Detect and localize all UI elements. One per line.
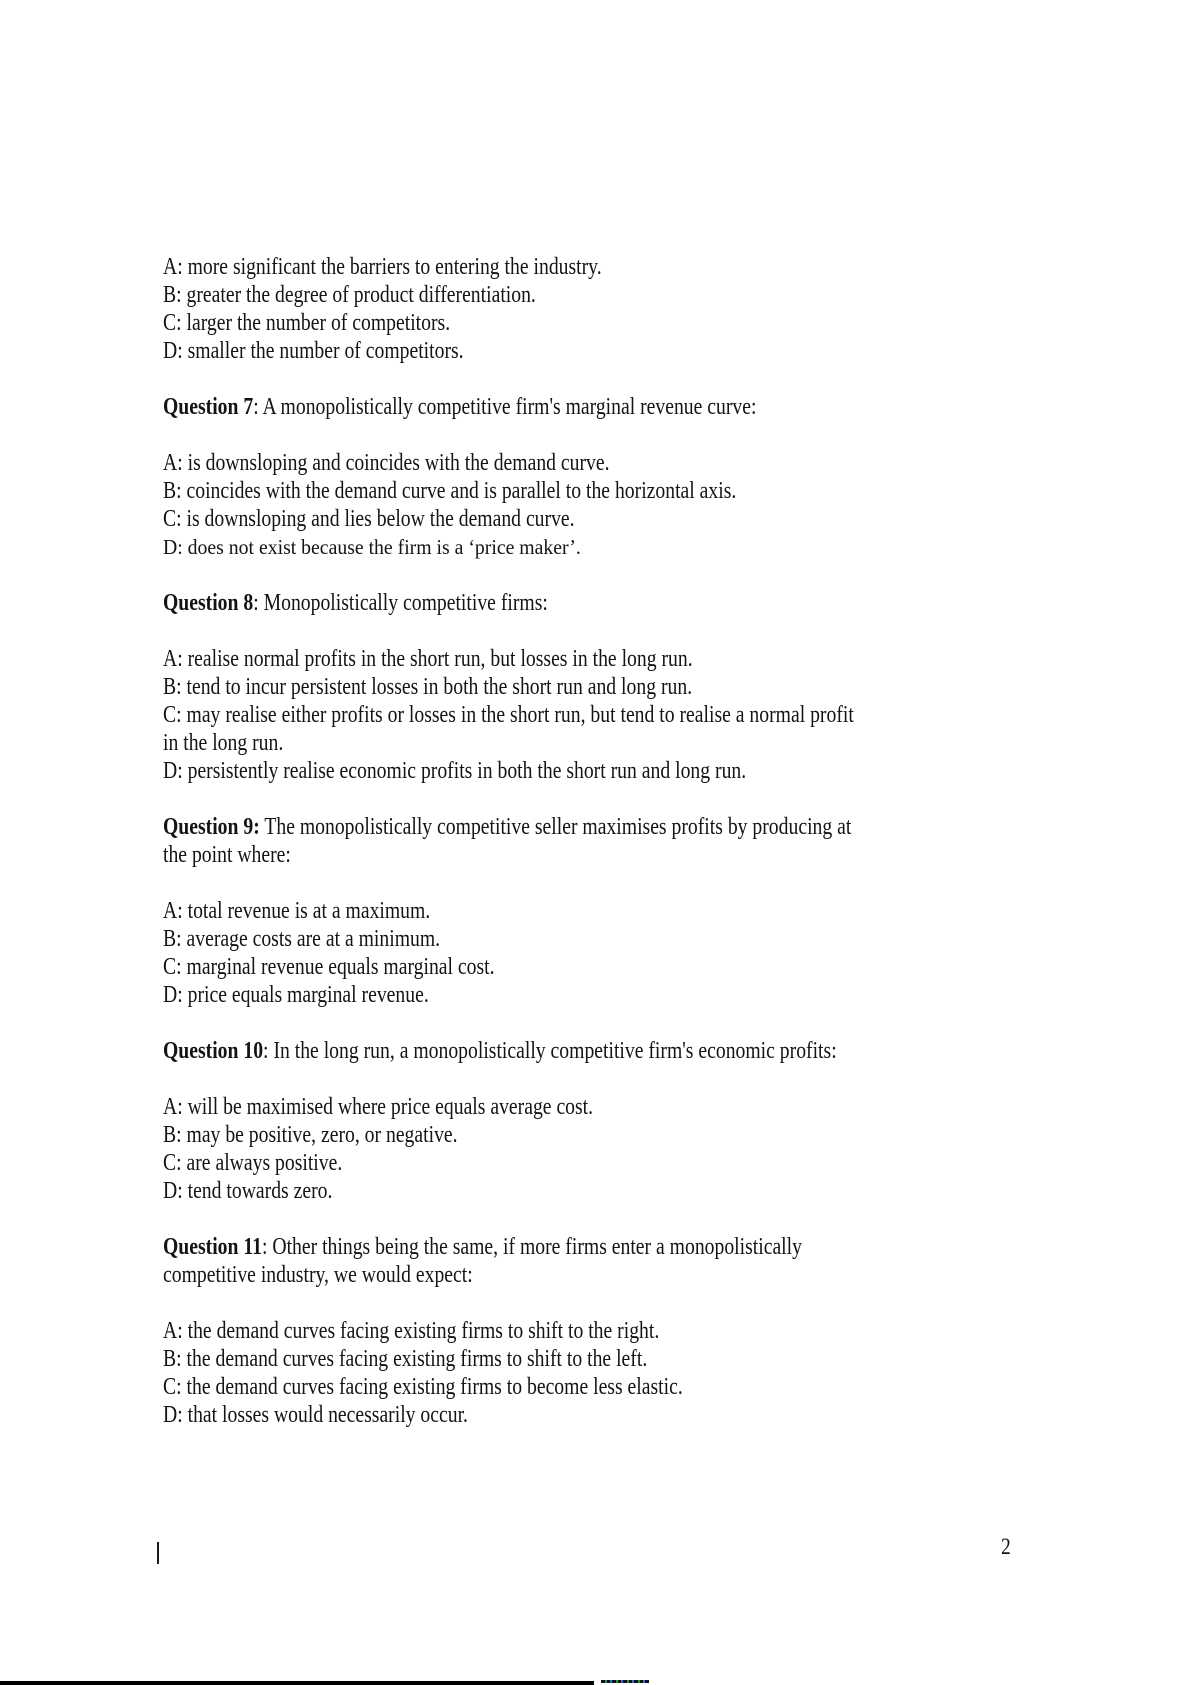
option-line: A: total revenue is at a maximum. <box>163 898 431 924</box>
question-11-heading <box>163 1233 1005 1289</box>
page-number: 2 <box>1001 1534 1011 1559</box>
page-bottom-rule-dashes <box>601 1680 649 1683</box>
question-7-heading <box>163 393 1005 421</box>
question-10-heading <box>163 1037 1005 1065</box>
question-8-heading <box>163 589 1005 617</box>
question-number: Question 8 <box>163 590 254 616</box>
option-line: A: will be maximised where price equals average cost. <box>163 1094 594 1120</box>
question-title <box>163 393 854 421</box>
option-line: C: larger the number of competitors. <box>163 310 451 336</box>
question-text: : A monopolistically competitive firm's marginal revenue curve: <box>253 394 757 420</box>
question-text: : Monopolistically competitive firms: <box>253 590 548 616</box>
option-line: B: tend to incur persistent losses in both the short run and long run. <box>163 674 693 700</box>
option-line: C: the demand curves facing existing firms to become less elastic. <box>163 1374 683 1400</box>
option-line: B: average costs are at a minimum. <box>163 926 441 952</box>
option-line: A: the demand curves facing existing firms to shift to the right. <box>163 1318 660 1344</box>
question-9-options <box>163 897 1005 1009</box>
text-cursor-mark <box>157 1542 159 1564</box>
option-line: B: may be positive, zero, or negative. <box>163 1122 458 1148</box>
option-line: B: greater the degree of product differentiation. <box>163 282 536 308</box>
option-line: D: does not exist because the firm is a ‘price maker’. <box>163 535 581 559</box>
option-line: C: marginal revenue equals marginal cost. <box>163 954 495 980</box>
option-line: C: may realise either profits or losses in the short run, but tend to realise a normal profit <box>163 702 854 728</box>
option-line: D: persistently realise economic profits in both the short run and long run. <box>163 758 747 784</box>
question-number: Question 10 <box>163 1038 264 1064</box>
question-11-options <box>163 1317 1005 1429</box>
option-line: C: are always positive. <box>163 1150 343 1176</box>
question-text: : Other things being the same, if more firms enter a monopolistically <box>261 1234 802 1260</box>
question-title-continuation: the point where: <box>163 842 291 868</box>
option-line: D: tend towards zero. <box>163 1178 333 1204</box>
page-bottom-rule <box>0 1681 594 1685</box>
question-9-heading <box>163 813 1005 869</box>
option-line: A: is downsloping and coincides with the demand curve. <box>163 450 610 476</box>
question-text: : In the long run, a monopolistically competitive firm's economic profits: <box>263 1038 837 1064</box>
question-title <box>163 813 854 841</box>
question-title <box>163 1233 854 1261</box>
question-7-options <box>163 449 1005 561</box>
question-6-options <box>163 253 1005 365</box>
option-line-continuation: in the long run. <box>163 730 284 756</box>
question-number: Question 9: <box>163 814 260 840</box>
option-line: D: price equals marginal revenue. <box>163 982 429 1008</box>
question-text: The monopolistically competitive seller maximises profits by producing at <box>259 814 852 840</box>
question-number: Question 7 <box>163 394 254 420</box>
question-8-options <box>163 645 1005 785</box>
option-line: A: realise normal profits in the short run, but losses in the long run. <box>163 646 693 672</box>
question-number: Question 11 <box>163 1234 262 1260</box>
option-line: B: the demand curves facing existing firms to shift to the left. <box>163 1346 648 1372</box>
option-line: D: smaller the number of competitors. <box>163 338 464 364</box>
option-line: C: is downsloping and lies below the demand curve. <box>163 506 575 532</box>
document-text-body <box>163 253 1005 1457</box>
option-line: B: coincides with the demand curve and is parallel to the horizontal axis. <box>163 478 737 504</box>
question-title <box>163 1037 854 1065</box>
option-line: A: more significant the barriers to entering the industry. <box>163 254 602 280</box>
question-title-continuation: competitive industry, we would expect: <box>163 1262 473 1288</box>
question-title <box>163 589 854 617</box>
question-10-options <box>163 1093 1005 1205</box>
option-line: D: that losses would necessarily occur. <box>163 1402 468 1428</box>
